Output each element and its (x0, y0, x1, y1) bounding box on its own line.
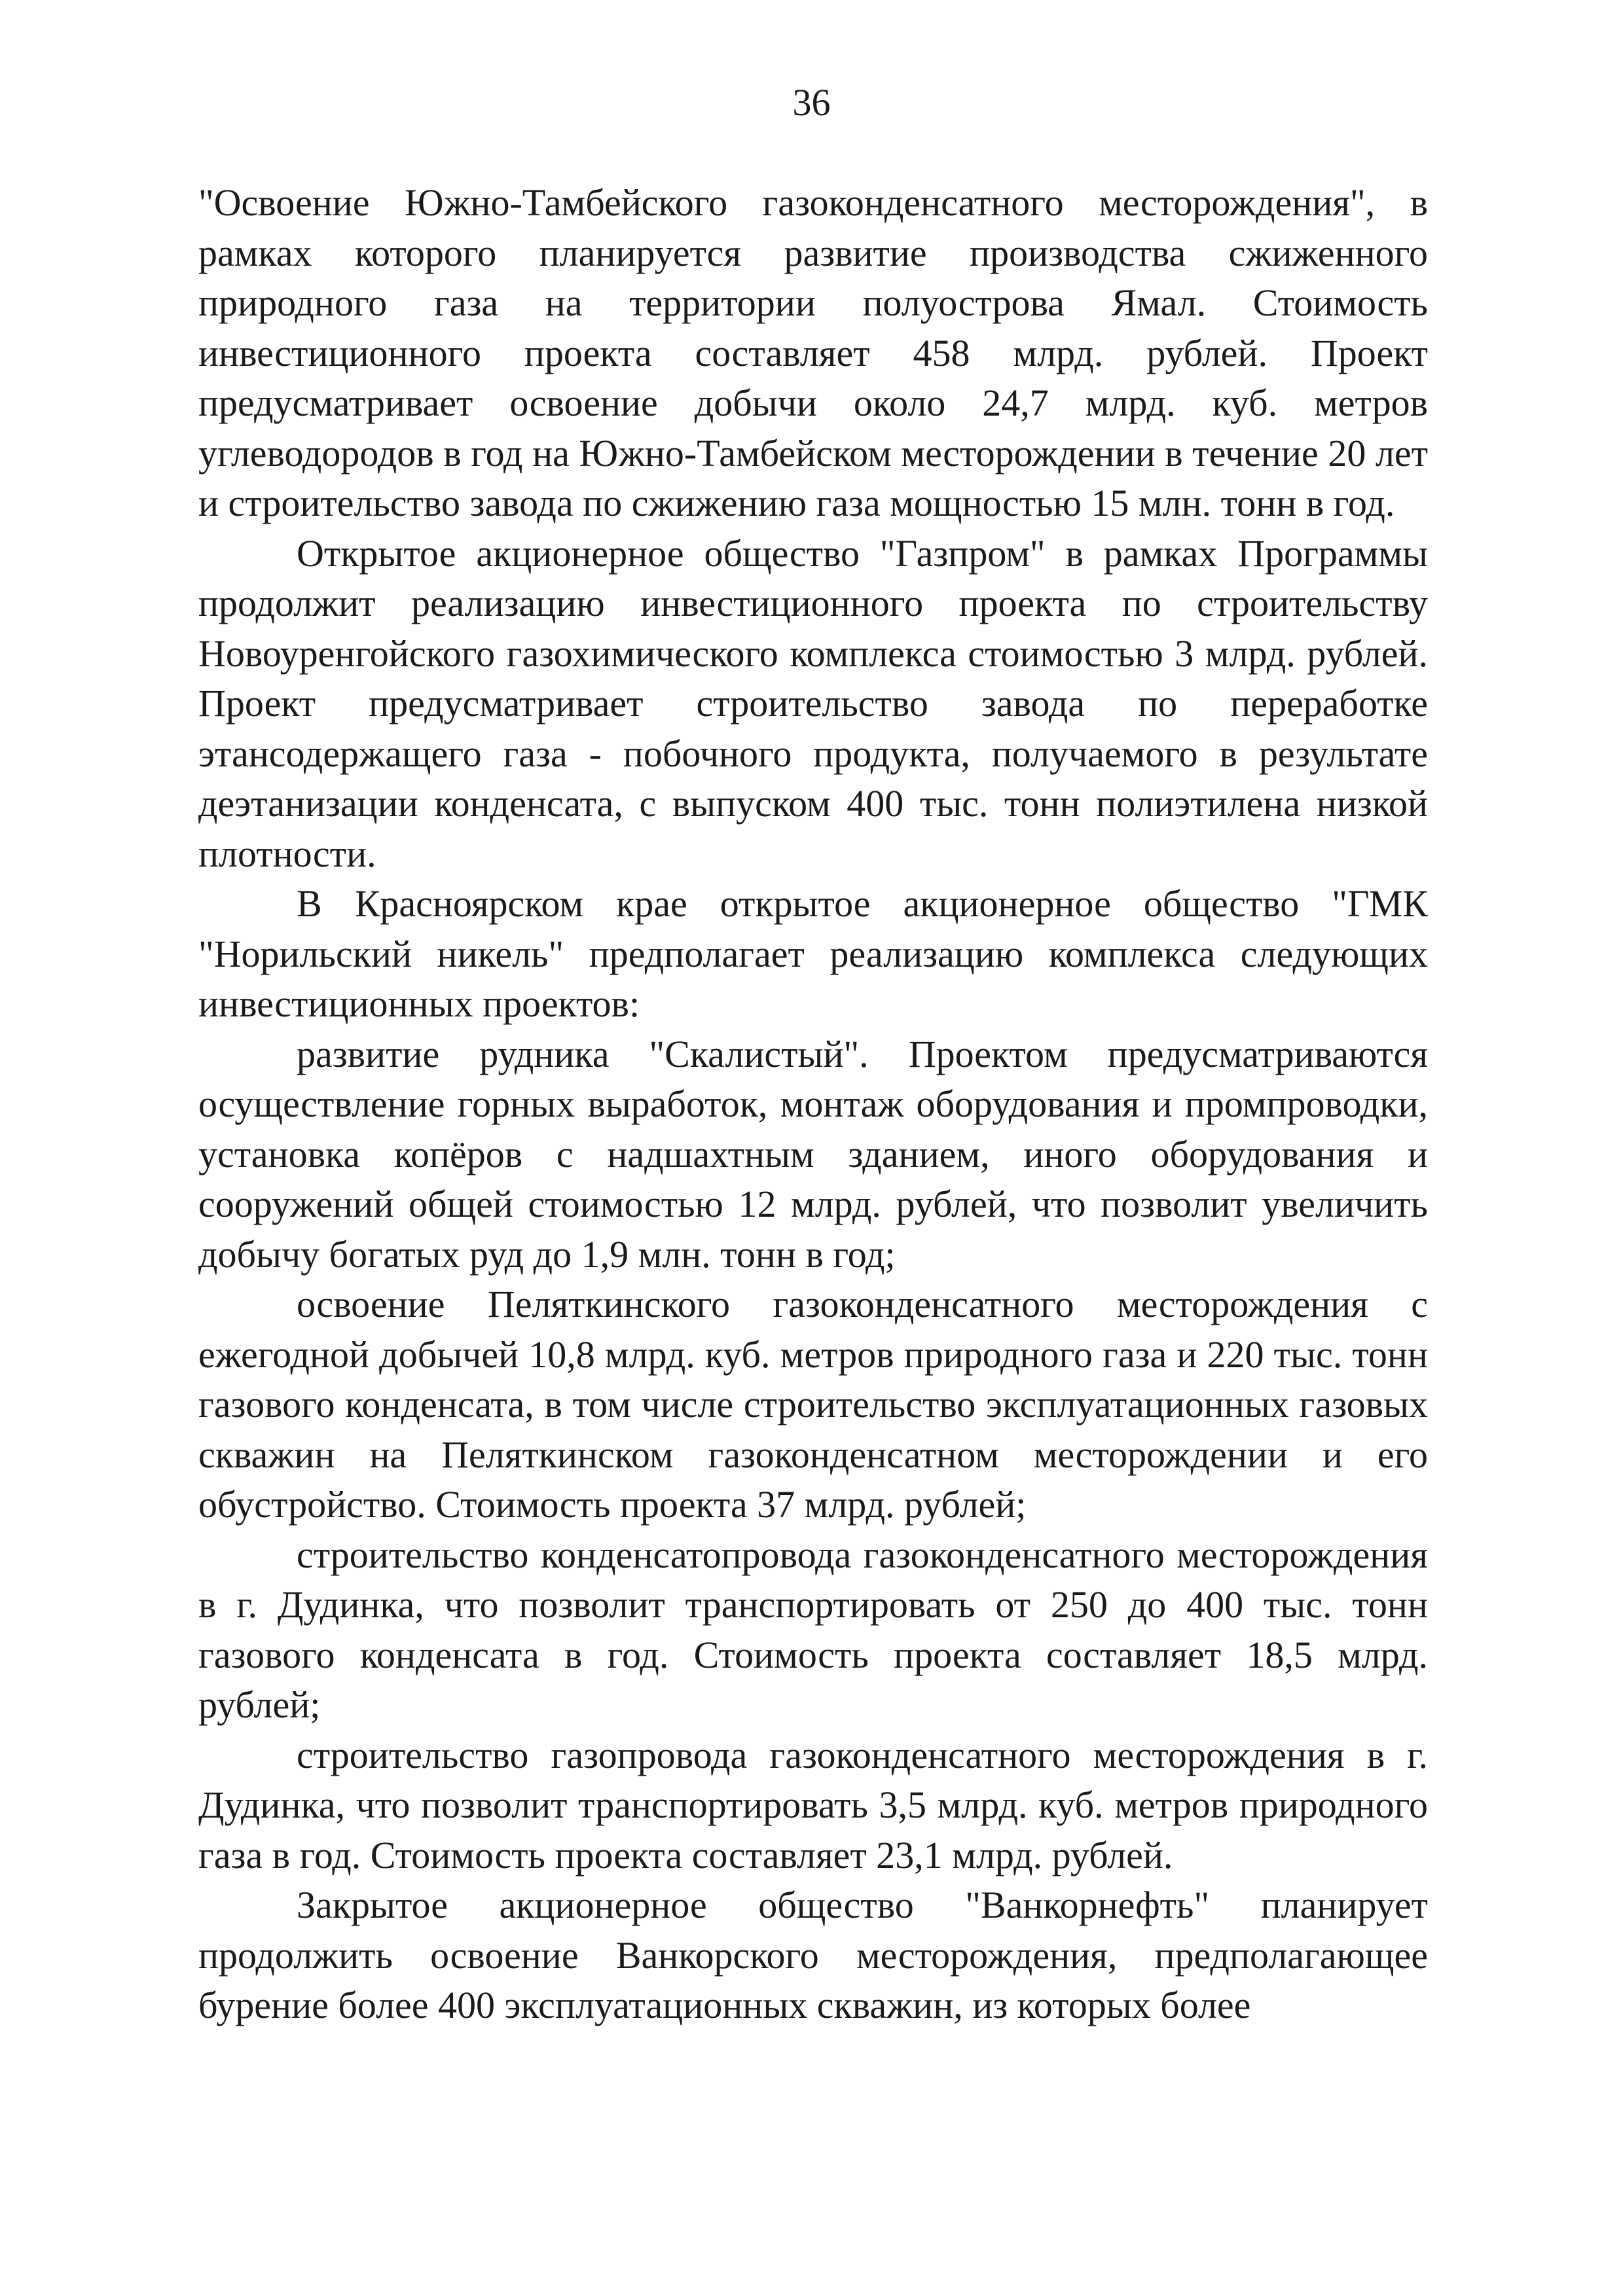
paragraph-gas-pipeline: строительство газопровода газоконденсатного месторождения в г. Дудинка, что позволит транспортировать 3,5 млрд. куб. метров природного газа в год. Стоимость проекта составляет 23,1 млрд. рублей. (198, 1733, 1428, 1876)
paragraph-pelyatkinskoye-field: освоение Пеляткинского газоконденсатного месторождения с ежегодной добычей 10,8 млрд. куб. метров природного газа и 220 тыс. тонн газового конденсата, в том числе строительство эксплуатационных газовых скважин на Пеляткинском газоконденсатном месторождении и его обустройство. Стоимость проекта 37 млрд. рублей; (198, 1283, 1428, 1526)
paragraph-south-tambey: "Освоение Южно-Тамбейского газоконденсатного месторождения", в рамках которого планируется развитие производства сжиженного природного газа на территории полуострова Ямал. Стоимость инвестиционного проекта составляет 458 млрд. рублей. Проект предусматривает освоение добычи около 24,7 млрд. куб. метров углеводородов в год на Южно-Тамбейском месторождении в течение 20 лет и строительство завода по сжижению газа мощностью 15 млн. тонн в год. (198, 181, 1428, 524)
page-number: 36 (792, 81, 831, 124)
paragraph-condensate-pipeline: строительство конденсатопровода газоконденсатного месторождения в г. Дудинка, что позволит транспортировать от 250 до 400 тыс. тонн газового конденсата в год. Стоимость проекта составляет 18,5 млрд. рублей; (198, 1533, 1428, 1726)
paragraph-gazprom: Открытое акционерное общество "Газпром" в рамках Программы продолжит реализацию инвестиционного проекта по строительству Новоуренгойского газохимического комплекса стоимостью 3 млрд. рублей. Проект предусматривает строительство завода по переработке этансодержащего газа - побочного продукта, получаемого в результате деэтанизации конденсата, с выпуском 400 тыс. тонн полиэтилена низкой плотности. (198, 531, 1428, 875)
paragraph-skalisty-mine: развитие рудника "Скалистый". Проектом предусматриваются осуществление горных выработок, монтаж оборудования и промпроводки, установка копёров с надшахтным зданием, иного оборудования и сооружений общей стоимостью 12 млрд. рублей, что позволит увеличить добычу богатых руд до 1,9 млн. тонн в год; (198, 1032, 1428, 1276)
paragraph-norilsk-nickel: В Красноярском крае открытое акционерное общество "ГМК "Норильский никель" предполагает реализацию комплекса следующих инвестиционных проектов: (198, 882, 1428, 1025)
paragraph-vankorneft: Закрытое акционерное общество "Ванкорнефть" планирует продолжить освоение Ванкорского месторождения, предполагающее бурение более 400 эксплуатационных скважин, из которых более (198, 1884, 1428, 2026)
document-body (198, 178, 1428, 2031)
